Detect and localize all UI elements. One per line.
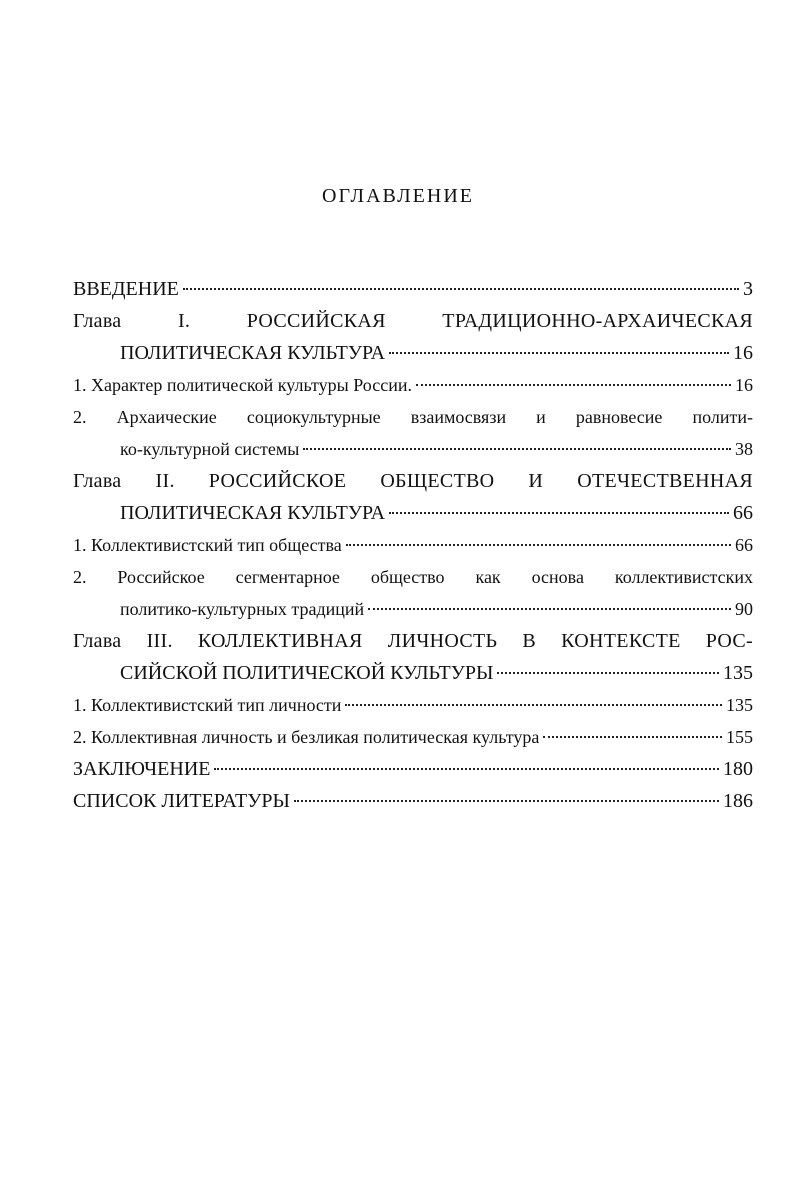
- toc-entry-page: 3: [743, 278, 753, 300]
- toc-entry-page: 66: [735, 535, 753, 555]
- dot-leader: [389, 512, 729, 514]
- table-of-contents: [73, 273, 753, 817]
- dot-leader: [543, 736, 722, 738]
- page-title: ОГЛАВЛЕНИЕ: [322, 185, 474, 207]
- toc-chapter-3-entry[interactable]: [73, 657, 753, 689]
- toc-entry-bibliography[interactable]: [73, 785, 753, 817]
- toc-chapter-1-entry[interactable]: [73, 337, 753, 369]
- dot-leader: [183, 288, 739, 290]
- toc-entry-label: ЗАКЛЮЧЕНИЕ: [73, 758, 211, 780]
- toc-section-1-2[interactable]: [73, 433, 753, 465]
- toc-chapter-2-heading[interactable]: Глава II. РОССИЙСКОЕ ОБЩЕСТВО И ОТЕЧЕСТВЕННАЯ: [73, 470, 753, 492]
- toc-chapter-1-heading[interactable]: Глава I. РОССИЙСКАЯ ТРАДИЦИОННО-АРХАИЧЕСКАЯ: [73, 310, 753, 332]
- toc-chapter-3-heading[interactable]: Глава III. КОЛЛЕКТИВНАЯ ЛИЧНОСТЬ В КОНТЕКСТЕ РОС-: [73, 630, 753, 652]
- toc-entry-page: 155: [726, 727, 753, 747]
- toc-entry-page: 186: [723, 790, 753, 812]
- toc-entry-page: 90: [735, 599, 753, 619]
- toc-entry-introduction[interactable]: [73, 273, 753, 305]
- toc-section-3-2[interactable]: [73, 721, 753, 753]
- toc-entry-page: 180: [723, 758, 753, 780]
- toc-entry-page: 135: [723, 662, 753, 684]
- dot-leader: [303, 448, 731, 450]
- toc-section-2-1[interactable]: [73, 529, 753, 561]
- dot-leader: [389, 352, 729, 354]
- toc-entry-label: ПОЛИТИЧЕСКАЯ КУЛЬТУРА: [120, 342, 386, 364]
- dot-leader: [346, 544, 731, 546]
- toc-entry-label: 2. Коллективная личность и безликая политическая культура: [73, 727, 540, 747]
- toc-entry-page: 38: [735, 439, 753, 459]
- toc-entry-conclusion[interactable]: [73, 753, 753, 785]
- dot-leader: [214, 768, 719, 770]
- toc-section-3-1[interactable]: [73, 689, 753, 721]
- dot-leader: [345, 704, 722, 706]
- dot-leader: [497, 672, 719, 674]
- toc-entry-label: ко-культурной системы: [120, 439, 300, 459]
- toc-entry-page: 66: [733, 502, 753, 524]
- toc-entry-label: ВВЕДЕНИЕ: [73, 278, 179, 300]
- toc-section-1-2-heading[interactable]: 2. Архаические социокультурные взаимосвязи и равновесие полити-: [73, 407, 753, 427]
- toc-entry-label: 1. Характер политической культуры России.: [73, 375, 412, 395]
- toc-entry-label: 1. Коллективистский тип личности: [73, 695, 342, 715]
- toc-section-1-1[interactable]: [73, 369, 753, 401]
- toc-entry-label: ПОЛИТИЧЕСКАЯ КУЛЬТУРА: [120, 502, 386, 524]
- toc-entry-page: 135: [726, 695, 753, 715]
- toc-section-2-2[interactable]: [73, 593, 753, 625]
- toc-entry-label: политико-культурных традиций: [120, 599, 365, 619]
- toc-entry-page: 16: [733, 342, 753, 364]
- toc-entry-label: СПИСОК ЛИТЕРАТУРЫ: [73, 790, 290, 812]
- toc-section-2-2-heading[interactable]: 2. Российское сегментарное общество как основа коллективистских: [73, 567, 753, 587]
- toc-entry-label: СИЙСКОЙ ПОЛИТИЧЕСКОЙ КУЛЬТУРЫ: [120, 662, 494, 684]
- toc-entry-label: 1. Коллективистский тип общества: [73, 535, 342, 555]
- dot-leader: [368, 608, 731, 610]
- toc-entry-page: 16: [735, 375, 753, 395]
- dot-leader: [294, 800, 719, 802]
- toc-chapter-2-entry[interactable]: [73, 497, 753, 529]
- dot-leader: [416, 384, 731, 386]
